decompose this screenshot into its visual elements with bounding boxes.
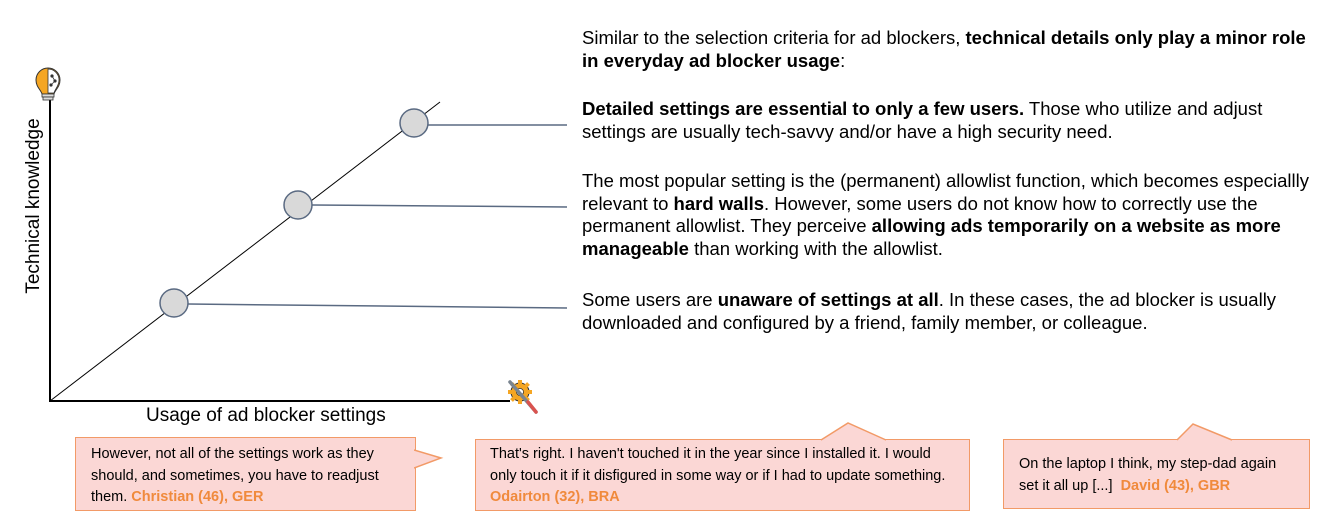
- trend-line: [50, 102, 440, 401]
- paragraph-intro: Similar to the selection criteria for ad blockers, technical details only play a minor role in everyday ad blocker usage:: [582, 27, 1306, 71]
- y-axis-label: Technical knowledge: [23, 118, 44, 294]
- node-detailed-settings: [400, 109, 428, 137]
- quote-bubble-david: [1003, 439, 1310, 509]
- quote-author: David (43), GBR: [1120, 477, 1231, 494]
- speech-tail-up: [1176, 422, 1236, 441]
- quote-text: That's right. I haven't touched it in the year since I installed it. I would only touch it if it disfigured in some way or if I had to update something.: [490, 446, 946, 484]
- lightbulb-brain-icon: [36, 68, 60, 100]
- wrench-gear-icon: [508, 380, 536, 412]
- node-unaware: [160, 289, 188, 317]
- connector-line-middle: [312, 205, 567, 207]
- quote-text: However, not all of the settings work as they should, and sometimes, you have to readjust them.: [91, 446, 379, 505]
- speech-tail-right: [414, 445, 444, 475]
- quote-bubble-christian: [75, 437, 416, 511]
- speech-tail-up: [820, 421, 890, 441]
- x-axis-label: Usage of ad blocker settings: [146, 405, 386, 426]
- paragraph-detailed-settings: Detailed settings are essential to only a few users. Those who utilize and adjust settings are usually tech-savvy and/or have a high security need.: [582, 98, 1263, 142]
- paragraph-unaware: Some users are unaware of settings at all. In these cases, the ad blocker is usually downloaded and configured by a friend, family member, or colleague.: [582, 289, 1277, 333]
- quote-text: On the laptop I think, my step-dad again set it all up [...]: [1019, 456, 1277, 494]
- quote-author: Odairton (32), BRA: [490, 489, 620, 505]
- quote-bubble-odairton: [475, 439, 970, 511]
- connector-line-bottom: [188, 304, 567, 308]
- paragraph-allowlist: The most popular setting is the (permanent) allowlist function, which becomes especiallly relevant to hard walls. However, some users do not know how to correctly use the permanent allowlist. They perceive allowing ads temporarily on a website as more manageable than working with the allowlist.: [582, 170, 1309, 259]
- quote-author: Christian (46), GER: [131, 489, 264, 505]
- node-allowlist: [284, 191, 312, 219]
